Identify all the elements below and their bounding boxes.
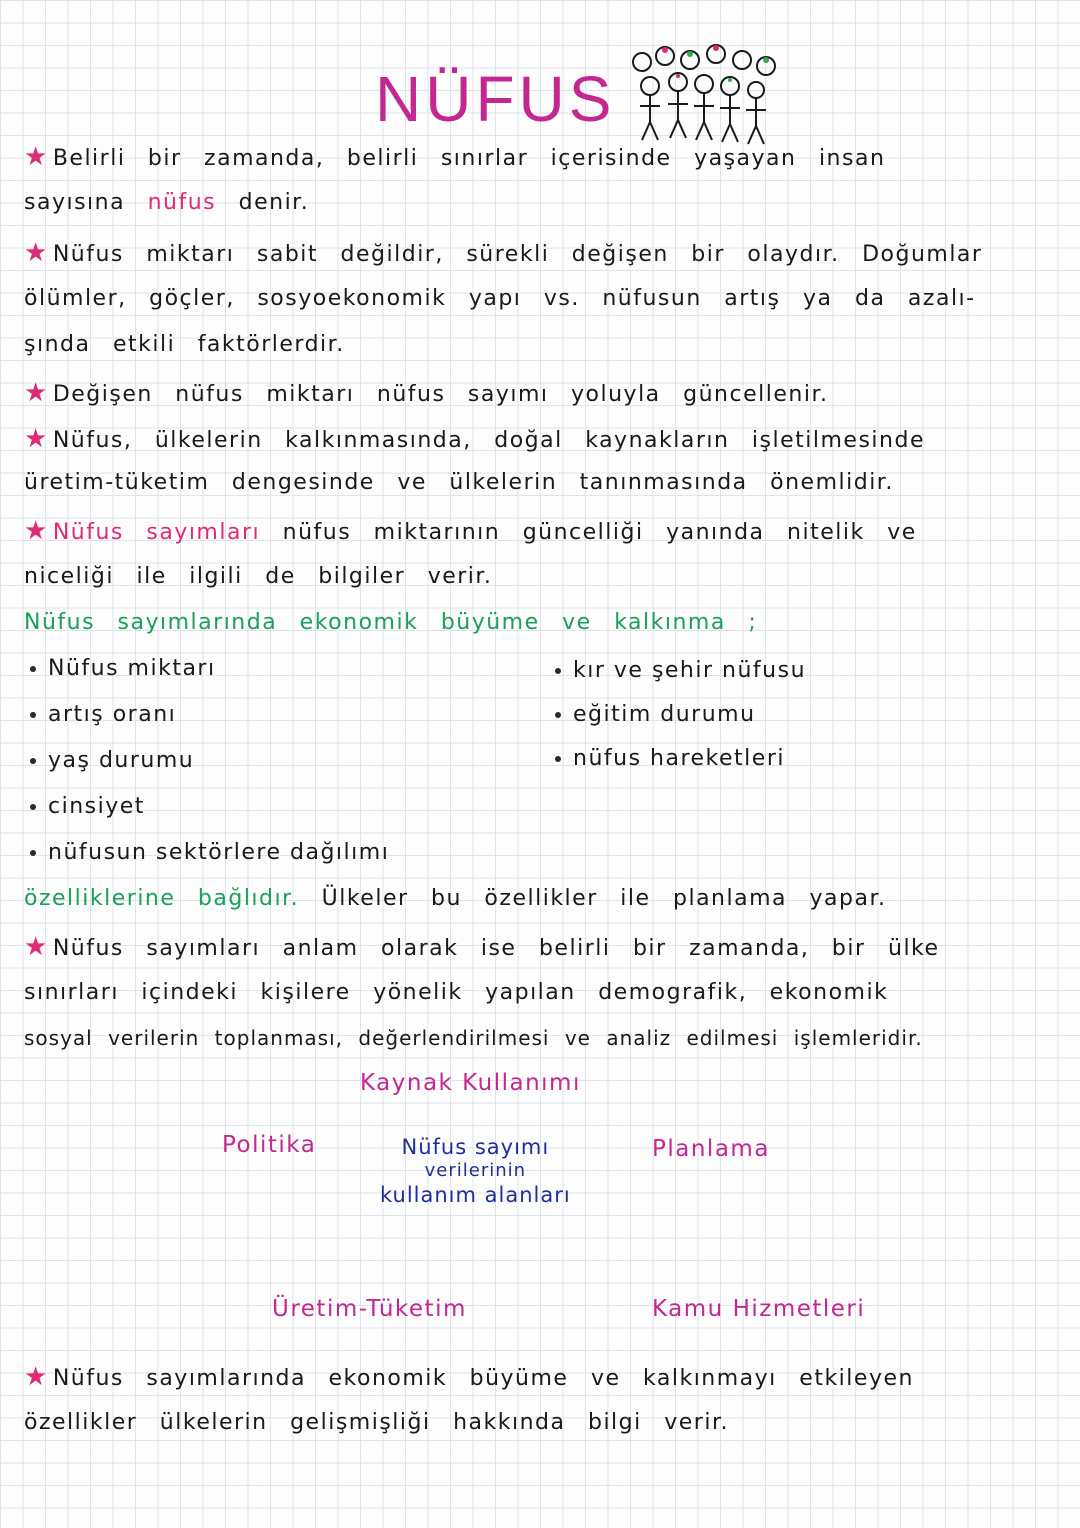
star-icon: ★ <box>24 142 49 172</box>
text-line: ★ Nüfus sayımları nüfus miktarının güncelliği yanında nitelik ve <box>24 516 917 546</box>
list-item: Nüfus miktarı <box>30 656 216 681</box>
text-line: ★ Nüfus sayımları anlam olarak ise belirli bir zamanda, bir ülke <box>24 932 940 962</box>
diagram-center: Nüfus sayımı verilerinin kullanım alanları <box>380 1135 571 1207</box>
star-icon: ★ <box>24 932 49 962</box>
highlight-nufus: nüfus <box>147 190 217 215</box>
list-item: eğitim durumu <box>555 702 756 727</box>
star-icon: ★ <box>24 1362 49 1392</box>
text-line: ★ Nüfus sayımlarında ekonomik büyüme ve kalkınmayı etkileyen <box>24 1362 914 1392</box>
line-text: Belirli bir zamanda, belirli sınırlar içerisinde yaşayan insan <box>52 146 886 171</box>
text-line: şında etkili faktörlerdir. <box>24 332 345 357</box>
section-heading: Nüfus sayımlarında ekonomik büyüme ve kalkınma ; <box>24 610 758 635</box>
diagram-bottom-left-label: Üretim-Tüketim <box>272 1296 467 1322</box>
text-line <box>24 142 1056 172</box>
text-line: niceliği ile ilgili de bilgiler verir. <box>24 564 493 589</box>
star-icon: ★ <box>24 238 49 268</box>
list-item: yaş durumu <box>30 748 194 773</box>
text-line: sayısına nüfus denir. <box>24 190 310 215</box>
diagram-right-label: Planlama <box>652 1136 770 1162</box>
highlight-nufus-sayimlari: Nüfus sayımları <box>52 520 261 545</box>
text-line: ölümler, göçler, sosyoekonomik yapı vs. nüfusun artış ya da azalı- <box>24 286 976 311</box>
people-crowd-icon <box>620 40 795 150</box>
text-line: ★ Nüfus miktarı sabit değildir, sürekli değişen bir olaydır. Doğumlar <box>24 238 983 268</box>
text-line: üretim-tüketim dengesinde ve ülkelerin tanınmasında önemlidir. <box>24 470 894 495</box>
diagram-top-label: Kaynak Kullanımı <box>360 1070 581 1096</box>
text-line: sınırları içindeki kişilere yönelik yapılan demografik, ekonomik <box>24 980 889 1005</box>
page-title: NÜFUS <box>375 63 616 135</box>
text-line: ★ Nüfus, ülkelerin kalkınmasında, doğal kaynakların işletilmesinde <box>24 424 925 454</box>
diagram-bottom-right-label: Kamu Hizmetleri <box>652 1296 866 1322</box>
list-item: kır ve şehir nüfusu <box>555 658 806 683</box>
text-line: ★ Değişen nüfus miktarı nüfus sayımı yoluyla güncellenir. <box>24 378 829 408</box>
text-line: sosyal verilerin toplanması, değerlendirilmesi ve analiz edilmesi işlemleridir. <box>24 1026 923 1050</box>
list-item: nüfusun sektörlere dağılımı <box>30 840 389 865</box>
text-line: özelliklerine bağlıdır. Ülkeler bu özellikler ile planlama yapar. <box>24 886 887 911</box>
diagram-left-label: Politika <box>222 1132 317 1158</box>
star-icon: ★ <box>24 424 49 454</box>
text-line: özellikler ülkelerin gelişmişliği hakkında bilgi verir. <box>24 1410 729 1435</box>
star-icon: ★ <box>24 516 49 546</box>
list-item: nüfus hareketleri <box>555 746 785 771</box>
star-icon: ★ <box>24 378 49 408</box>
list-item: artış oranı <box>30 702 176 727</box>
list-item: cinsiyet <box>30 794 145 819</box>
